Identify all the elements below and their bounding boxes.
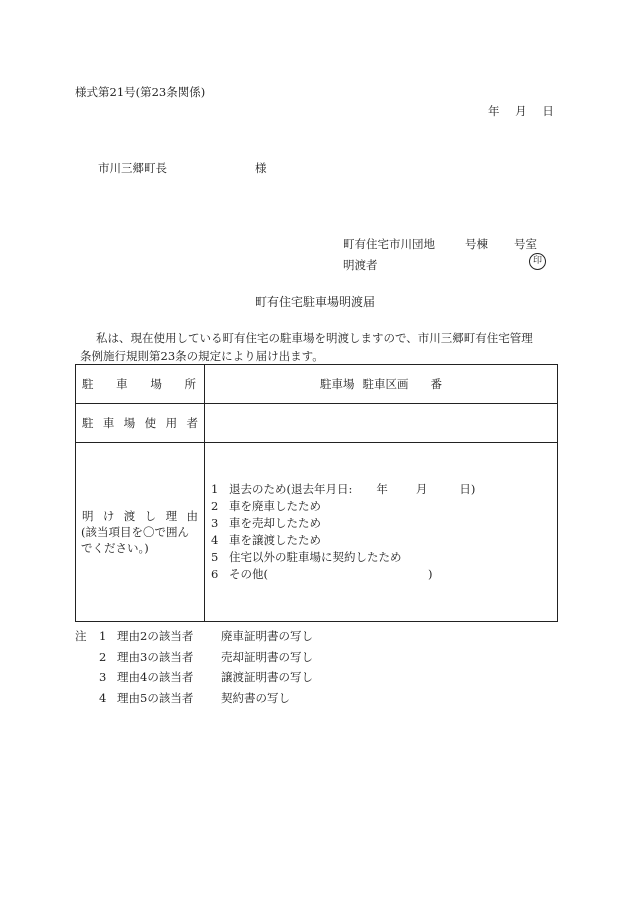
- date-month-label: 月: [515, 104, 527, 118]
- date-line: [488, 103, 554, 119]
- reason-item-1[interactable]: 1 退去のため(退去年月日: 年 月 日): [211, 482, 476, 496]
- reason-options[interactable]: [205, 443, 558, 622]
- body-text-line-2: 条例施行規則第23条の規定により届け出ます。: [80, 349, 324, 363]
- parking-user-row: [76, 404, 558, 443]
- parking-user-label: 駐 車 場 使 用 者: [76, 404, 205, 443]
- form-number: 様式第21号(第23条関係): [75, 85, 206, 99]
- note-row: 2 理由3の該当者 売却証明書の写し: [99, 649, 313, 664]
- reason-item-6[interactable]: 6 その他( ): [211, 567, 433, 581]
- note-row: 注 1 理由2の該当者 廃車証明書の写し: [75, 626, 313, 647]
- date-year-label: 年: [488, 104, 500, 118]
- note-row: 4 理由5の該当者 契約書の写し: [99, 690, 290, 705]
- handover-person-label: 明渡者: [343, 258, 378, 272]
- notes-section: [75, 626, 313, 708]
- notes-head: 注: [75, 629, 87, 643]
- parking-location-field[interactable]: [205, 365, 558, 404]
- reason-note-line-2: でください。): [81, 541, 149, 555]
- reason-item-2[interactable]: 2 車を廃車したため: [211, 499, 321, 513]
- reason-label: 明 け 渡 し 理 由 (該当項目を〇で囲ん でください。): [76, 443, 205, 622]
- applicant-address: [343, 236, 537, 252]
- form-table: [75, 364, 558, 622]
- parking-location-label: 駐 車 場 所: [76, 365, 205, 404]
- reason-item-4[interactable]: 4 車を譲渡したため: [211, 533, 321, 547]
- reason-item-3[interactable]: 3 車を売却したため: [211, 516, 321, 530]
- building-label: 号棟: [465, 237, 488, 251]
- reason-note-line-1: (該当項目を〇で囲ん: [81, 525, 189, 539]
- parking-label: 駐車場: [320, 377, 355, 391]
- reason-row: [76, 443, 558, 622]
- room-label: 号室: [514, 237, 537, 251]
- addressee-name: 市川三郷町長: [98, 161, 167, 175]
- date-day-label: 日: [542, 104, 554, 118]
- parking-location-row: [76, 365, 558, 404]
- reason-item-5[interactable]: 5 住宅以外の駐車場に契約したため: [211, 550, 402, 564]
- parking-user-field[interactable]: [205, 404, 558, 443]
- document-title: 町有住宅駐車場明渡届: [254, 295, 375, 309]
- note-row: 3 理由4の該当者 譲渡証明書の写し: [99, 670, 313, 684]
- addressee-honorific: 様: [255, 161, 267, 175]
- address-prefix: 町有住宅市川団地: [343, 237, 435, 251]
- parking-section-label: 駐車区画: [362, 377, 409, 391]
- body-text-line-1: 私は、現在使用している町有住宅の駐車場を明渡しますので、市川三郷町有住宅管理: [96, 331, 533, 345]
- seal-mark: 印: [529, 253, 546, 270]
- parking-number-label: 番: [430, 377, 442, 391]
